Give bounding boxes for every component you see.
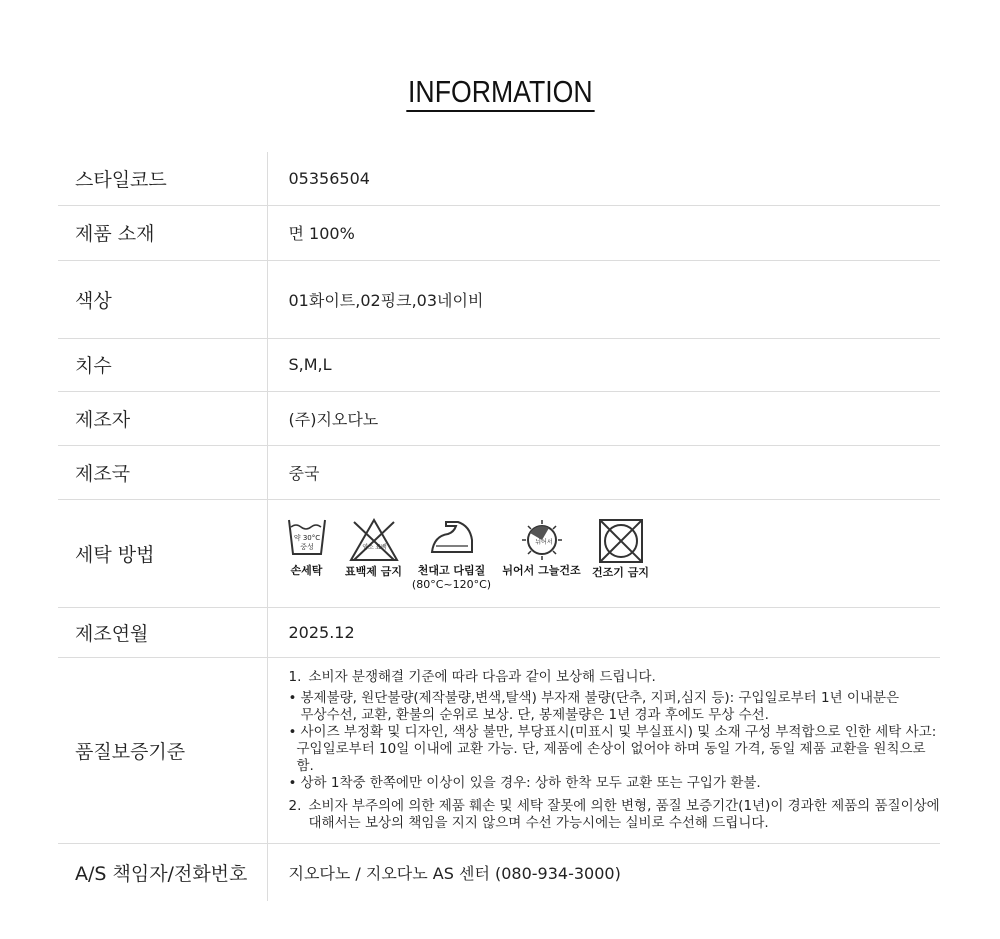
care-icons bbox=[289, 514, 941, 592]
label-as: A/S 책임자/전화번호 bbox=[58, 843, 267, 901]
care-no-tumble-dry bbox=[591, 518, 651, 580]
quality-bullet-2-line2: 구입일로부터 10일 이내에 교환 가능. 단, 제품에 손상이 없어야 하며 동일 가격, 동일 제품 교환을 원칙으로 함. bbox=[296, 740, 926, 774]
row-country bbox=[58, 445, 940, 499]
value-color: 01화이트,02핑크,03네이비 bbox=[267, 260, 940, 338]
row-washing bbox=[58, 499, 940, 607]
value-style-code: 05356504 bbox=[267, 152, 940, 205]
value-date: 2025.12 bbox=[267, 607, 940, 657]
hand-wash-30c-icon bbox=[285, 518, 329, 558]
value-washing bbox=[267, 499, 940, 607]
label-size: 치수 bbox=[58, 338, 267, 391]
iron-icon bbox=[430, 518, 474, 558]
care-caption-no-bleach: 표백제 금지 bbox=[345, 565, 402, 578]
value-country: 중국 bbox=[267, 445, 940, 499]
label-quality: 품질보증기준 bbox=[58, 657, 267, 843]
row-size bbox=[58, 338, 940, 391]
row-quality bbox=[58, 657, 940, 843]
label-style-code: 스타일코드 bbox=[58, 152, 267, 205]
care-iron bbox=[413, 518, 491, 592]
row-date bbox=[58, 607, 940, 657]
care-shade-dry bbox=[499, 518, 585, 578]
row-style-code bbox=[58, 152, 940, 205]
row-material bbox=[58, 205, 940, 260]
row-as bbox=[58, 843, 940, 901]
label-washing: 세탁 방법 bbox=[58, 499, 267, 607]
row-maker bbox=[58, 391, 940, 445]
quality-text bbox=[289, 669, 941, 832]
quality-bullet-1: • 봉제불량, 원단불량(제작불량,변색,탈색) 부자재 불량(단추, 지퍼,심지 등): 구입일로부터 1년 이내분은 무상수선, 교환, 환불의 순위로 보상. 단, 봉제불량은 1년 경과 후에도 무상 수선. bbox=[288, 689, 900, 723]
quality-item-2 bbox=[289, 798, 941, 832]
quality-item-2-line1: 소비자 부주의에 의한 제품 훼손 및 세탁 잘못에 의한 변형, 품질 보증기간(1년)이 경과한 제품의 품질이상에 bbox=[308, 797, 940, 814]
quality-bullet-1-line1: 봉제불량, 원단불량(제작불량,변색,탈색) 부자재 불량(단추, 지퍼,심지 등): 구입일로부터 1년 이내분은 bbox=[300, 689, 900, 706]
value-size: S,M,L bbox=[267, 338, 940, 391]
care-caption-shade-dry: 뉘어서 그늘건조 bbox=[502, 564, 581, 577]
hand-wash-neutral-text: 중성 bbox=[299, 543, 314, 551]
label-country: 제조국 bbox=[58, 445, 267, 499]
quality-bullet-1-line2: 무상수선, 교환, 환불의 순위로 보상. 단, 봉제불량은 1년 경과 후에도 무상 수선. bbox=[300, 706, 769, 723]
label-maker: 제조자 bbox=[58, 391, 267, 445]
quality-bullet-2: • 사이즈 부정확 및 디자인, 색상 불만, 부당표시(미표시 및 부실표시) 및 소재 구성 부적합으로 인한 세탁 사고: 구입일로부터 10일 이내에 교환 가능. 단, 제품에 손상이 없어야 하며 동일 가격, 동일 제품 교환을 원칙으로 함. bbox=[289, 724, 941, 775]
value-maker: (주)지오다노 bbox=[267, 391, 940, 445]
care-caption-iron-temp: (80°C~120°C) bbox=[411, 578, 492, 591]
quality-item-1-text: 소비자 분쟁해결 기준에 따라 다음과 같이 보상해 드립니다. bbox=[308, 668, 656, 685]
quality-item-2-line2: 대해서는 보상의 책임을 지지 않으며 수선 가능시에는 실비로 수선해 드립니다. bbox=[308, 814, 769, 831]
care-caption-hand-wash: 손세탁 bbox=[290, 564, 323, 577]
label-material: 제품 소재 bbox=[58, 205, 267, 260]
hand-wash-temp-text: 약 30°C bbox=[293, 534, 320, 542]
value-as: 지오다노 / 지오다노 AS 센터 (080-934-3000) bbox=[288, 863, 621, 883]
quality-item-2-num: 2. bbox=[288, 797, 302, 814]
no-bleach-icon bbox=[348, 518, 400, 562]
care-caption-no-tumble-dry: 건조기 금지 bbox=[592, 566, 649, 579]
care-caption-iron: 천대고 다림질 bbox=[417, 564, 486, 577]
title-wrap bbox=[0, 74, 1000, 112]
label-color: 색상 bbox=[58, 260, 267, 338]
shade-dry-text: 뉘어서 bbox=[534, 539, 553, 546]
no-tumble-dry-icon bbox=[598, 518, 644, 564]
quality-bullet-2-line1: 사이즈 부정확 및 디자인, 색상 불만, 부당표시(미표시 및 부실표시) 및 소재 구성 부적합으로 인한 세탁 사고: bbox=[300, 723, 937, 740]
care-hand-wash bbox=[283, 518, 331, 578]
quality-bullet-3-line1: 상하 1착중 한쪽에만 이상이 있을 경우: 상하 한착 모두 교환 또는 구입가 환불. bbox=[300, 774, 761, 791]
shade-dry-icon bbox=[520, 518, 564, 562]
value-material: 면 100% bbox=[267, 205, 940, 260]
quality-bullet-3: • 상하 1착중 한쪽에만 이상이 있을 경우: 상하 한착 모두 교환 또는 구입가 환불. bbox=[288, 774, 761, 791]
info-table bbox=[58, 152, 940, 901]
page-title: INFORMATION bbox=[406, 74, 594, 112]
quality-item-1 bbox=[289, 669, 941, 686]
label-date: 제조연월 bbox=[58, 607, 267, 657]
no-bleach-text1: 염소 bbox=[361, 544, 374, 551]
value-quality bbox=[267, 657, 940, 843]
quality-item-1-num: 1. bbox=[288, 668, 302, 685]
no-bleach-text2: 표백 bbox=[374, 544, 387, 551]
care-no-bleach bbox=[345, 518, 403, 579]
row-color bbox=[58, 260, 940, 338]
